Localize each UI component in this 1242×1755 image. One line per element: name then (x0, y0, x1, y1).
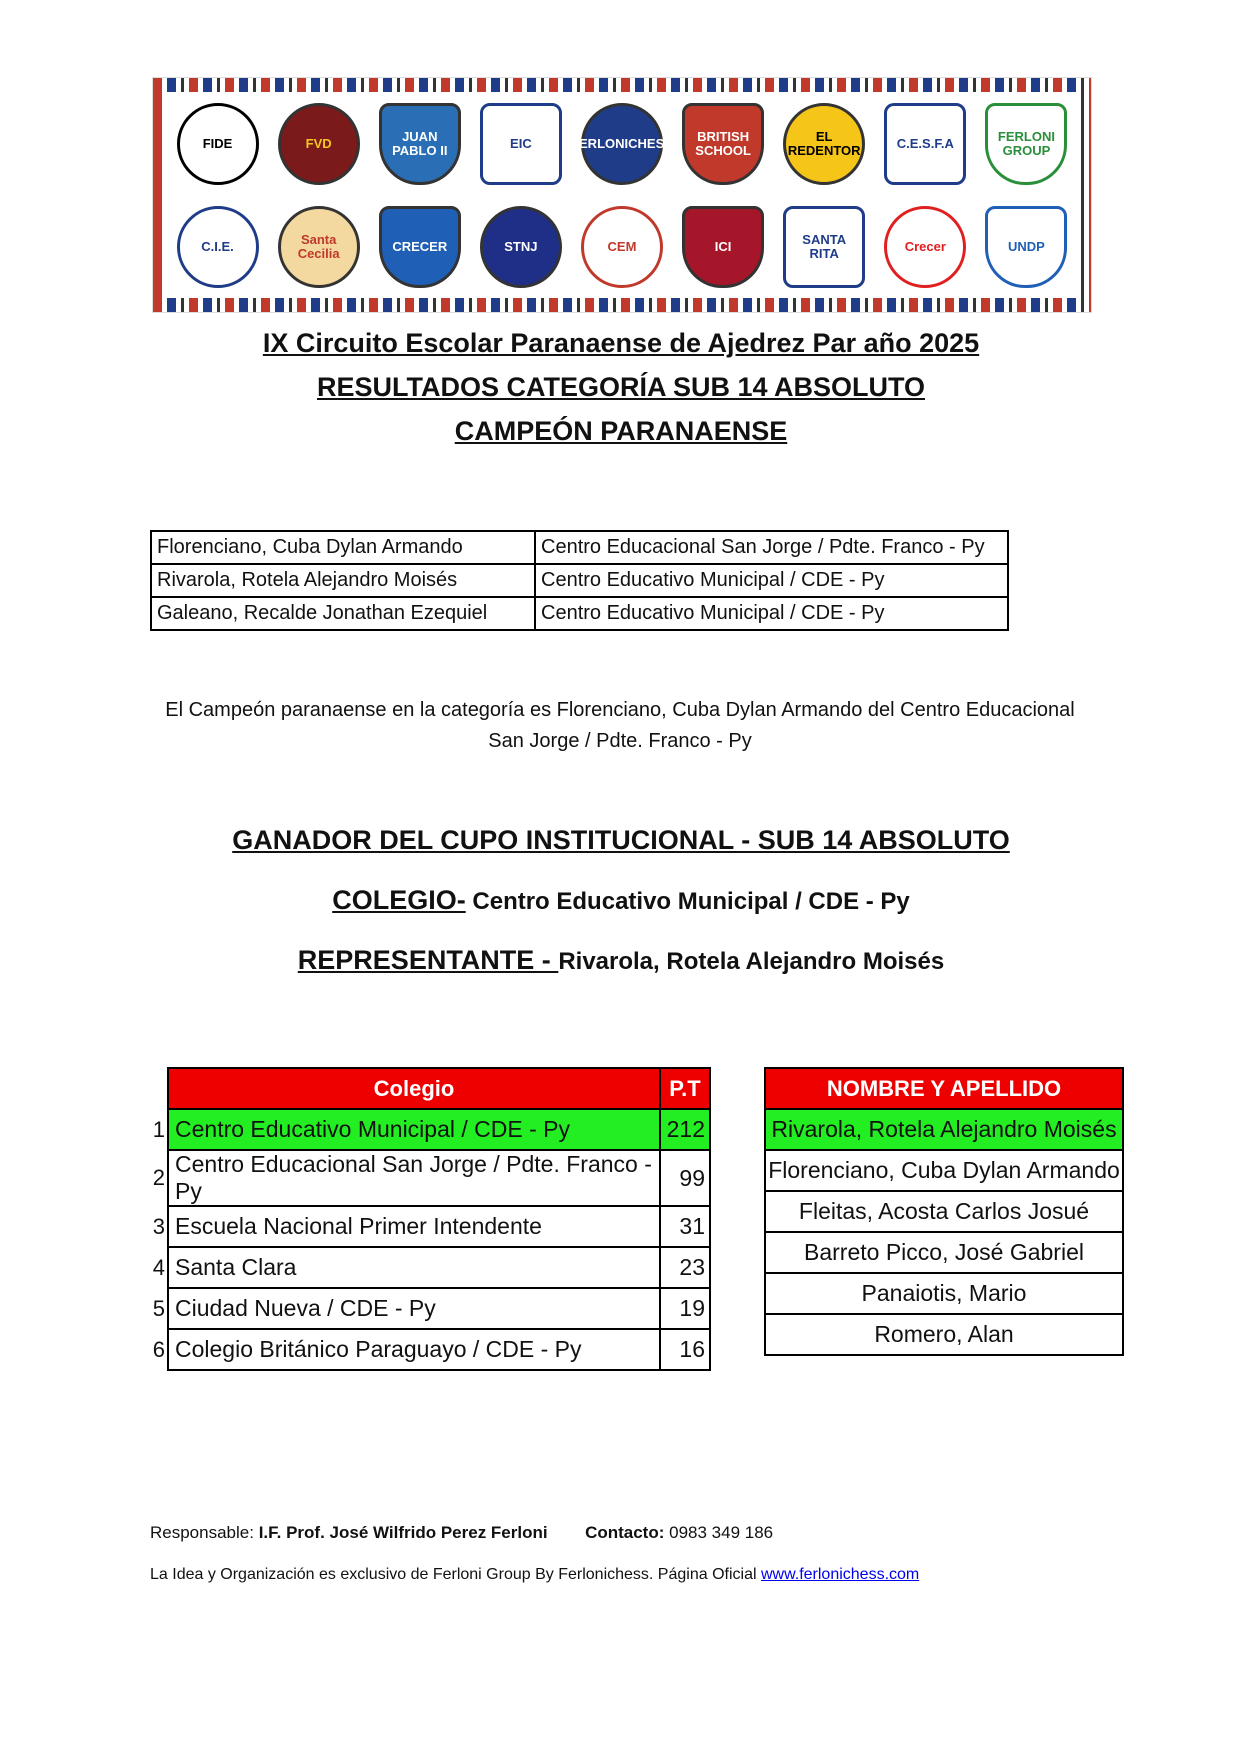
institutional-title (0, 825, 1242, 856)
rank-colegio: Santa Clara (168, 1247, 660, 1288)
cesfa-logo-icon: C.E.S.F.A (884, 103, 966, 185)
ferloni-group-logo-icon: FERLONI GROUP (985, 103, 1067, 185)
table-row (150, 1109, 710, 1150)
cie-logo-icon: C.I.E. (177, 206, 259, 288)
el-redentor-logo-icon: EL REDENTOR (783, 103, 865, 185)
rank-colegio: Centro Educativo Municipal / CDE - Py (168, 1109, 660, 1150)
rank-position: 4 (152, 1254, 165, 1280)
school-cell: Centro Educacional San Jorge / Pdte. Franco - Py (535, 531, 1008, 564)
names-table (764, 1067, 1124, 1356)
colegio-value: Centro Educativo Municipal / CDE - Py (465, 888, 910, 915)
representante-label: REPRESENTANTE - (297, 945, 559, 975)
table-row (765, 1273, 1123, 1314)
santa-rita-logo-icon: SANTA RITA (783, 206, 865, 288)
rank-player-name: Panaiotis, Mario (765, 1273, 1123, 1314)
colegio-label: COLEGIO- (332, 885, 466, 915)
ranking-header-colegio: Colegio (168, 1068, 660, 1109)
stnj-logo-icon: STNJ (480, 206, 562, 288)
player-cell: Galeano, Recalde Jonathan Ezequiel (151, 597, 535, 630)
official-site-link[interactable]: www.ferlonichess.com (760, 1566, 920, 1583)
logo-grid (167, 92, 1077, 298)
table-row (765, 1191, 1123, 1232)
crecer-logo-icon: Crecer (884, 206, 966, 288)
table-row (150, 1247, 710, 1288)
table-row (150, 1329, 710, 1370)
cem-logo-icon: CEM (581, 206, 663, 288)
logo-banner (152, 77, 1092, 313)
contact-label: Contacto: (585, 1523, 665, 1542)
rank-player-name: Romero, Alan (765, 1314, 1123, 1355)
rank-player-name: Florenciano, Cuba Dylan Armando (765, 1150, 1123, 1191)
rank-points: 16 (660, 1329, 710, 1370)
rank-colegio: Colegio Británico Paraguayo / CDE - Py (168, 1329, 660, 1370)
rank-position: 3 (152, 1213, 165, 1239)
responsable-label: Responsable: (150, 1523, 259, 1542)
category-title: RESULTADOS CATEGORÍA SUB 14 ABSOLUTO (316, 372, 926, 402)
contact-value: 0983 349 186 (664, 1523, 774, 1542)
rank-position: 2 (152, 1165, 165, 1190)
table-row (150, 1288, 710, 1329)
ranking-header-spacer (150, 1068, 168, 1109)
representante-line (0, 945, 1242, 976)
organization-line (150, 1566, 919, 1584)
event-title: IX Circuito Escolar Paranaense de Ajedrez Par año 2025 (262, 328, 980, 358)
champion-heading: CAMPEÓN PARANAENSE (454, 416, 788, 446)
juan-pablo-logo-icon: JUAN PABLO II (379, 103, 461, 185)
table-row (765, 1109, 1123, 1150)
table-row (150, 1150, 710, 1206)
responsable-name: I.F. Prof. José Wilfrido Perez Ferloni (258, 1523, 548, 1542)
representante-value: Rivarola, Rotela Alejandro Moisés (558, 948, 945, 975)
colegio-crecer-logo-icon: CRECER (379, 206, 461, 288)
rank-position: 1 (152, 1116, 165, 1142)
ranking-header-row (150, 1068, 710, 1109)
results-table (150, 530, 1009, 631)
champion-line-1: El Campeón paranaense en la categoría es Florenciano, Cuba Dylan Armando del Centro Educacional (165, 699, 1075, 721)
table-row (150, 1206, 710, 1247)
institutional-title-text: GANADOR DEL CUPO INSTITUCIONAL - SUB 14 ABSOLUTO (232, 825, 1010, 855)
champion-paragraph (140, 695, 1100, 757)
school-cell: Centro Educativo Municipal / CDE - Py (535, 597, 1008, 630)
responsable-line (150, 1523, 773, 1543)
table-row (151, 564, 1008, 597)
rank-colegio: Centro Educacional San Jorge / Pdte. Franco - Py (168, 1150, 660, 1206)
undp-logo-icon: UNDP (985, 206, 1067, 288)
school-cell: Centro Educativo Municipal / CDE - Py (535, 564, 1008, 597)
rank-points: 99 (660, 1150, 710, 1206)
santa-cecilia-logo-icon: Santa Cecilia (278, 206, 360, 288)
rank-points: 31 (660, 1206, 710, 1247)
names-header: NOMBRE Y APELLIDO (765, 1068, 1123, 1109)
table-row (151, 597, 1008, 630)
rank-player-name: Barreto Picco, José Gabriel (765, 1232, 1123, 1273)
rank-position: 5 (152, 1295, 165, 1321)
names-header-row (765, 1068, 1123, 1109)
ranking-header-pt: P.T (660, 1068, 710, 1109)
eic-logo-icon: EIC (480, 103, 562, 185)
champion-line-2: San Jorge / Pdte. Franco - Py (488, 730, 752, 752)
table-row (765, 1314, 1123, 1355)
rank-colegio: Ciudad Nueva / CDE - Py (168, 1288, 660, 1329)
ici-logo-icon: ICI (682, 206, 764, 288)
organization-text: La Idea y Organización es exclusivo de Ferloni Group By Ferlonichess. Página Oficial (150, 1566, 761, 1583)
rank-points: 23 (660, 1247, 710, 1288)
rank-points: 19 (660, 1288, 710, 1329)
rank-points: 212 (660, 1109, 710, 1150)
table-row (765, 1150, 1123, 1191)
fvd-logo-icon: FVD (278, 103, 360, 185)
fide-logo-icon: FIDE (177, 103, 259, 185)
player-cell: Rivarola, Rotela Alejandro Moisés (151, 564, 535, 597)
ranking-table (150, 1067, 711, 1371)
ferlonichess-club-logo-icon: FERLONICHESS (581, 103, 663, 185)
rank-colegio: Escuela Nacional Primer Intendente (168, 1206, 660, 1247)
player-cell: Florenciano, Cuba Dylan Armando (151, 531, 535, 564)
rank-position: 6 (152, 1336, 165, 1362)
british-school-logo-icon: BRITISH SCHOOL (682, 103, 764, 185)
rank-player-name: Rivarola, Rotela Alejandro Moisés (765, 1109, 1123, 1150)
table-row (765, 1232, 1123, 1273)
colegio-line (0, 885, 1242, 916)
rank-player-name: Fleitas, Acosta Carlos Josué (765, 1191, 1123, 1232)
table-row (151, 531, 1008, 564)
